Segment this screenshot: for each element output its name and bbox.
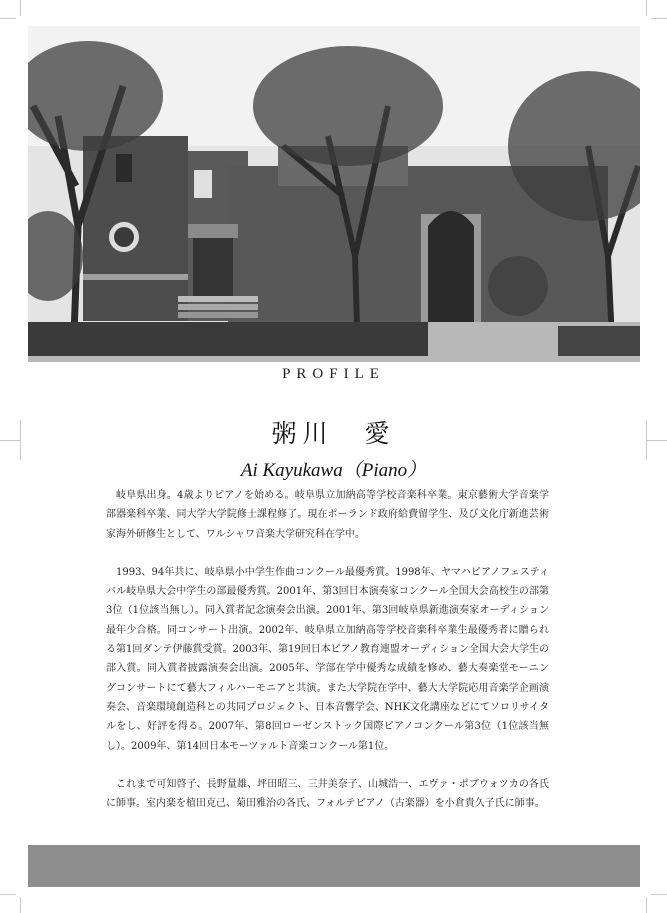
crop-mark: [20, 897, 21, 913]
biography: [106, 486, 549, 832]
crop-mark: [651, 894, 667, 895]
artist-name-english: Ai Kayukawa（Piano）: [240, 460, 427, 481]
crop-mark: [651, 18, 667, 19]
crop-mark: [20, 0, 21, 16]
concert-hall-photo: [28, 26, 640, 362]
footer-bar: [28, 845, 640, 887]
biography-paragraph: これまで可知啓子、長野量雄、坪田昭三、三井美奈子、山城浩一、エヴァ・ポブウォツカの各氏に師事。室内楽を植田克己、菊田雅治の各氏、フォルテピアノ（古楽器）を小倉貴久子氏に師事。: [106, 778, 549, 810]
biography-paragraph: 岐阜県出身。4歳よりピアノを始める。岐阜県立加納高等学校音楽科卒業。東京藝術大学音楽学部器楽科卒業、同大学大学院修士課程修了。現在ポーランド政府給費留学生、及び文化庁新進芸術家海外研修生として、ワルシャワ音楽大学研究科在学中。: [106, 490, 549, 540]
crop-mark: [646, 897, 647, 913]
crop-mark: [646, 0, 647, 16]
section-heading: PROFILE: [282, 366, 385, 382]
artist-name-japanese: 粥川 愛: [271, 419, 396, 448]
crop-mark: [0, 18, 16, 19]
crop-mark: [0, 894, 16, 895]
biography-paragraph: 1993、94年共に、岐阜県小中学生作曲コンクール最優秀賞。1998年、ヤマハピアノフェスティバル岐阜県大会中学生の部最優秀賞。2001年、第3回日本演奏家コンクール全国大会高校生の部第3位（1位該当無し）。同入賞者記念演奏会出演。2001年、第3回岐阜県新進演奏家オーディション最年少合格。同コンサート出演。2002年、岐阜県立加納高等学校音楽科卒業生最優秀者に贈られる第1回ダンテ伊藤賞受賞。2003年、第19回日本ピアノ教育連盟オーディション全国大会大学生の部入賞。同入賞者披露演奏会出演。2005年、学部在学中優秀な成績を修め、藝大奏楽堂モーニングコンサートにて藝大フィルハーモニアと共演。また大学院在学中、藝大大学院応用音楽学企画演奏会、音楽環境創造科との共同プロジェクト、日本音響学会、NHK文化講座などにてソロリサイタルをし、好評を得る。2007年、第8回ローゼンストック国際ピアノコンクール第3位（1位該当無し）。2009年、第14回日本モーツァルト音楽コンクール第1位。: [106, 566, 549, 752]
